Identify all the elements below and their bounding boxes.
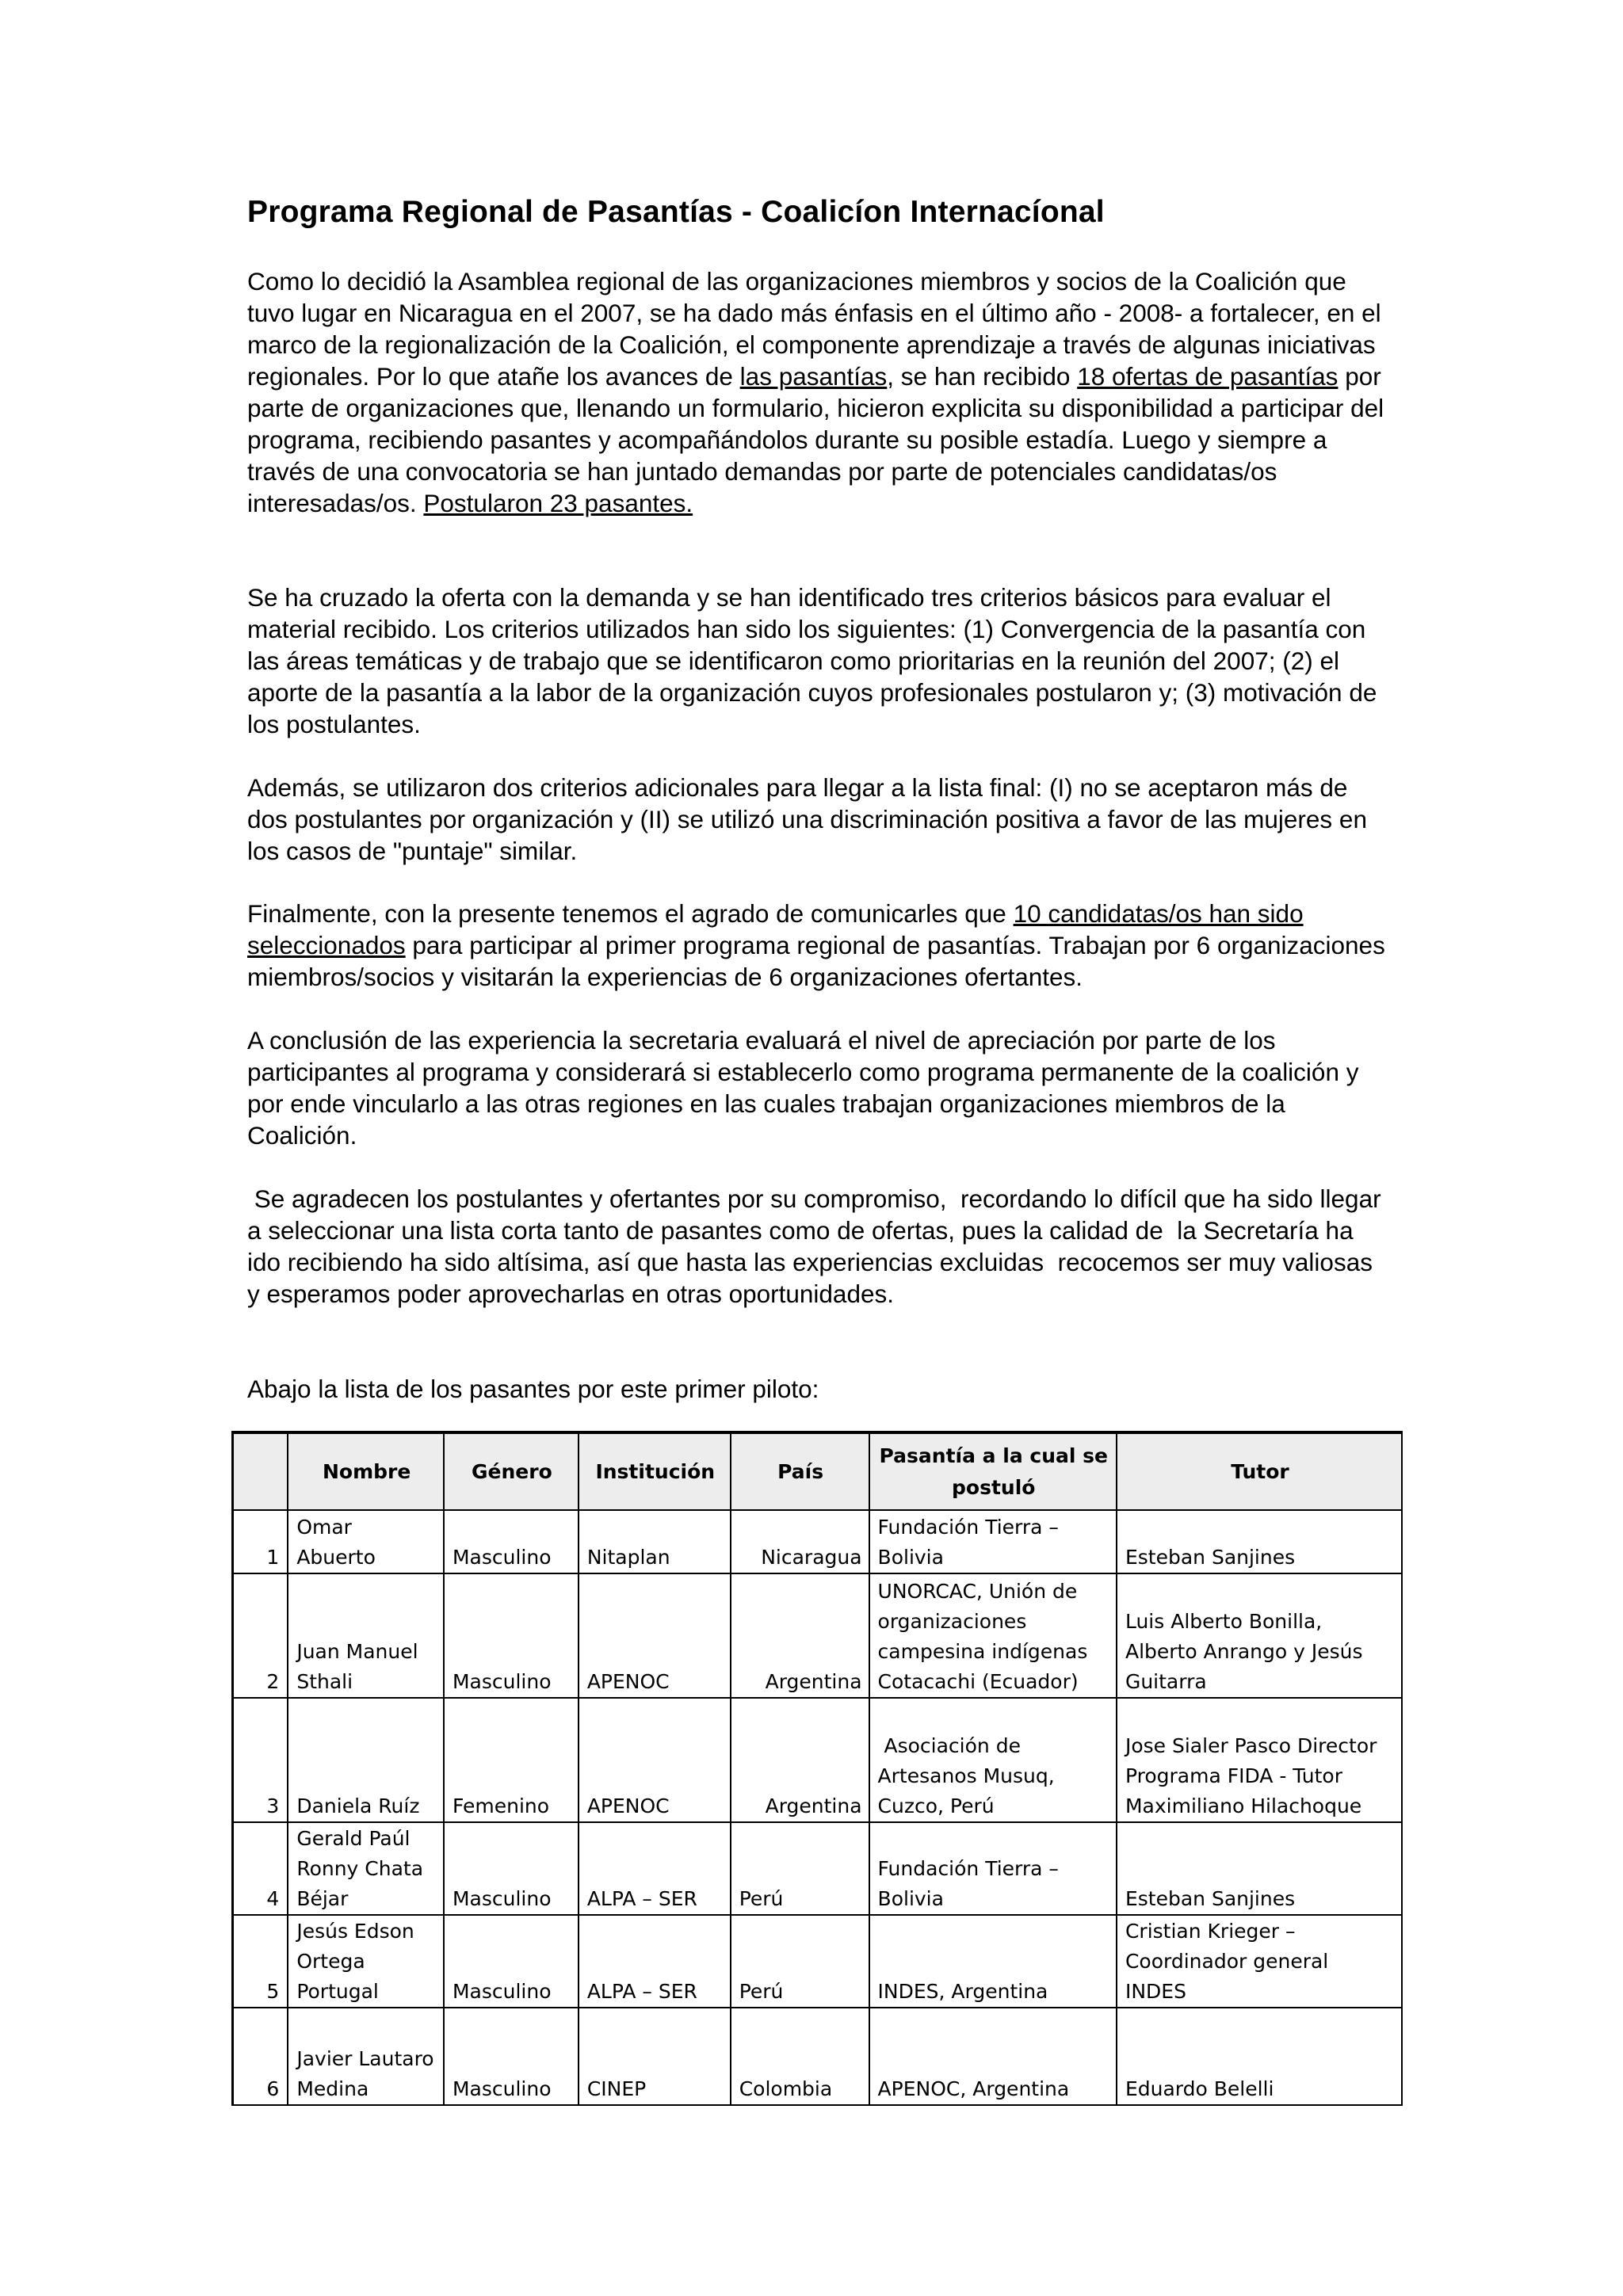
cell-institucion: APENOC xyxy=(579,1573,731,1698)
cell-nombre: Javier Lautaro Medina xyxy=(288,2008,444,2105)
cell-genero: Masculino xyxy=(444,1573,579,1698)
cell-tutor: Eduardo Belelli xyxy=(1117,2008,1402,2105)
table-row xyxy=(233,1573,1403,1698)
cell-pais: Argentina xyxy=(731,1573,869,1698)
table-row xyxy=(233,1822,1403,1915)
cell-pasantia: APENOC, Argentina xyxy=(869,2008,1117,2105)
cell-institucion: APENOC xyxy=(579,1698,731,1822)
header-pais: País xyxy=(731,1432,869,1510)
paragraph-selection-text-2: para participar al primer programa regional de pasantías. Trabajan por 6 organizaciones miembros/socios y visitarán la experiencias de 6 organizaciones ofertantes. xyxy=(247,931,1385,991)
cell-nombre: Daniela Ruíz xyxy=(288,1698,444,1822)
cell-genero: Masculino xyxy=(444,1915,579,2008)
cell-nombre: Jesús Edson Ortega Portugal xyxy=(288,1915,444,2008)
cell-pais: Perú xyxy=(731,1822,869,1915)
cell-pasantia: Fundación Tierra – Bolivia xyxy=(869,1822,1117,1915)
cell-nombre: Omar Abuerto xyxy=(288,1510,444,1573)
paragraph-intro xyxy=(247,265,1388,519)
paragraph-intro-text-2: , se han recibido xyxy=(887,362,1078,391)
interns-table xyxy=(231,1431,1403,2106)
cell-pais: Argentina xyxy=(731,1698,869,1822)
cell-tutor: Esteban Sanjines xyxy=(1117,1510,1402,1573)
cell-tutor: Cristian Krieger – Coordinador general INDES xyxy=(1117,1915,1402,2008)
cell-genero: Masculino xyxy=(444,1822,579,1915)
cell-institucion: ALPA – SER xyxy=(579,1915,731,2008)
cell-pasantia: Fundación Tierra – Bolivia xyxy=(869,1510,1117,1573)
header-nombre: Nombre xyxy=(288,1432,444,1510)
paragraph-intro-text-1: Como lo decidió la Asamblea regional de las organizaciones miembros y socios de la Coalición que tuvo lugar en Nicaragua en el 2007, se ha dado más énfasis en el último año - 2008- a fortalecer, en el marco de la regionalización de la Coalición, el componente aprendizaje a través de algunas iniciativas regionales. Por lo que atañe los avances de xyxy=(247,267,1381,391)
table-row xyxy=(233,2008,1403,2105)
underlined-las-pasantias: las pasantías xyxy=(739,362,888,391)
cell-number: 3 xyxy=(233,1698,288,1822)
cell-nombre: Juan Manuel Sthali xyxy=(288,1573,444,1698)
table-row xyxy=(233,1915,1403,2008)
cell-genero: Masculino xyxy=(444,2008,579,2105)
paragraph-criteria: Se ha cruzado la oferta con la demanda y se han identificado tres criterios básicos para evaluar el material recibido. Los criterios utilizados han sido los siguientes: (1) Convergencia de la pasantía con las áreas temáticas y de trabajo que se identificaron como prioritarias en la reunión del 2007; (2) el aporte de la pasantía a la labor de la organización cuyos profesionales postularon y; (3) motivación de los postulantes. xyxy=(247,583,1377,738)
paragraph-conclusion: A conclusión de las experiencia la secretaria evaluará el nivel de apreciación por parte de los participantes al programa y considerará si establecerlo como programa permanente de la coalición y por ende vincularlo a las otras regiones en las cuales trabajan organizaciones miembros de la Coalición. xyxy=(247,1026,1359,1150)
cell-number: 4 xyxy=(233,1822,288,1915)
header-genero: Género xyxy=(444,1432,579,1510)
header-number xyxy=(233,1432,288,1510)
cell-pais: Perú xyxy=(731,1915,869,2008)
table-header-row xyxy=(233,1432,1403,1510)
table-row xyxy=(233,1510,1403,1573)
cell-nombre: Gerald Paúl Ronny Chata Béjar xyxy=(288,1822,444,1915)
header-pasantia: Pasantía a la cual se postuló xyxy=(869,1432,1117,1510)
cell-number: 5 xyxy=(233,1915,288,2008)
cell-number: 1 xyxy=(233,1510,288,1573)
cell-genero: Masculino xyxy=(444,1510,579,1573)
cell-number: 2 xyxy=(233,1573,288,1698)
underlined-postularon: Postularon 23 pasantes. xyxy=(423,489,693,517)
cell-pais: Nicaragua xyxy=(731,1510,869,1573)
paragraph-selection xyxy=(247,898,1388,993)
cell-institucion: Nitaplan xyxy=(579,1510,731,1573)
header-tutor: Tutor xyxy=(1117,1432,1402,1510)
cell-pasantia: Asociación de Artesanos Musuq, Cuzco, Perú xyxy=(869,1698,1117,1822)
header-institucion: Institución xyxy=(579,1432,731,1510)
paragraph-selection-text-1: Finalmente, con la presente tenemos el agrado de comunicarles que xyxy=(247,899,1014,928)
underlined-10-candidatas: 10 candidatas/os han sido seleccionados xyxy=(247,899,1304,959)
underlined-18-ofertas: 18 ofertas de pasantías xyxy=(1077,362,1338,391)
cell-institucion: ALPA – SER xyxy=(579,1822,731,1915)
table-row xyxy=(233,1698,1403,1822)
paragraph-intro-text-3: por parte de organizaciones que, llenando un formulario, hicieron explicita su disponibilidad a participar del programa, recibiendo pasantes y acompañándolos durante su posible estadía. Luego y siempre a través de una convocatoria se han juntado demandas por parte de potenciales candidatas/os interesadas/os. xyxy=(247,362,1384,517)
cell-tutor: Jose Sialer Pasco Director Programa FIDA - Tutor Maximiliano Hilachoque xyxy=(1117,1698,1402,1822)
cell-tutor: Luis Alberto Bonilla, Alberto Anrango y Jesús Guitarra xyxy=(1117,1573,1402,1698)
cell-genero: Femenino xyxy=(444,1698,579,1822)
cell-pais: Colombia xyxy=(731,2008,869,2105)
paragraph-additional-criteria: Además, se utilizaron dos criterios adicionales para llegar a la lista final: (I) no se aceptaron más de dos postulantes por organización y (II) se utilizó una discriminación positiva a favor de las mujeres en los casos de "puntaje" similar. xyxy=(247,773,1367,865)
cell-number: 6 xyxy=(233,2008,288,2105)
paragraph-thanks: Se agradecen los postulantes y ofertantes por su compromiso, recordando lo difícil que ha sido llegar a seleccionar una lista corta tanto de pasantes como de ofertas, pues la calidad de la Secretaría ha ido recibiendo ha sido altísima, así que hasta las experiencias excluidas recocemos ser muy valiosas y esperamos poder aprovecharlas en otras oportunidades. xyxy=(247,1184,1388,1308)
cell-pasantia: UNORCAC, Unión de organizaciones campesina indígenas Cotacachi (Ecuador) xyxy=(869,1573,1117,1698)
document-title: Programa Regional de Pasantías - Coalicíon Internacíonal xyxy=(247,195,1105,229)
cell-institucion: CINEP xyxy=(579,2008,731,2105)
cell-tutor: Esteban Sanjines xyxy=(1117,1822,1402,1915)
paragraph-list-intro: Abajo la lista de los pasantes por este primer piloto: xyxy=(247,1375,819,1403)
cell-pasantia: INDES, Argentina xyxy=(869,1915,1117,2008)
